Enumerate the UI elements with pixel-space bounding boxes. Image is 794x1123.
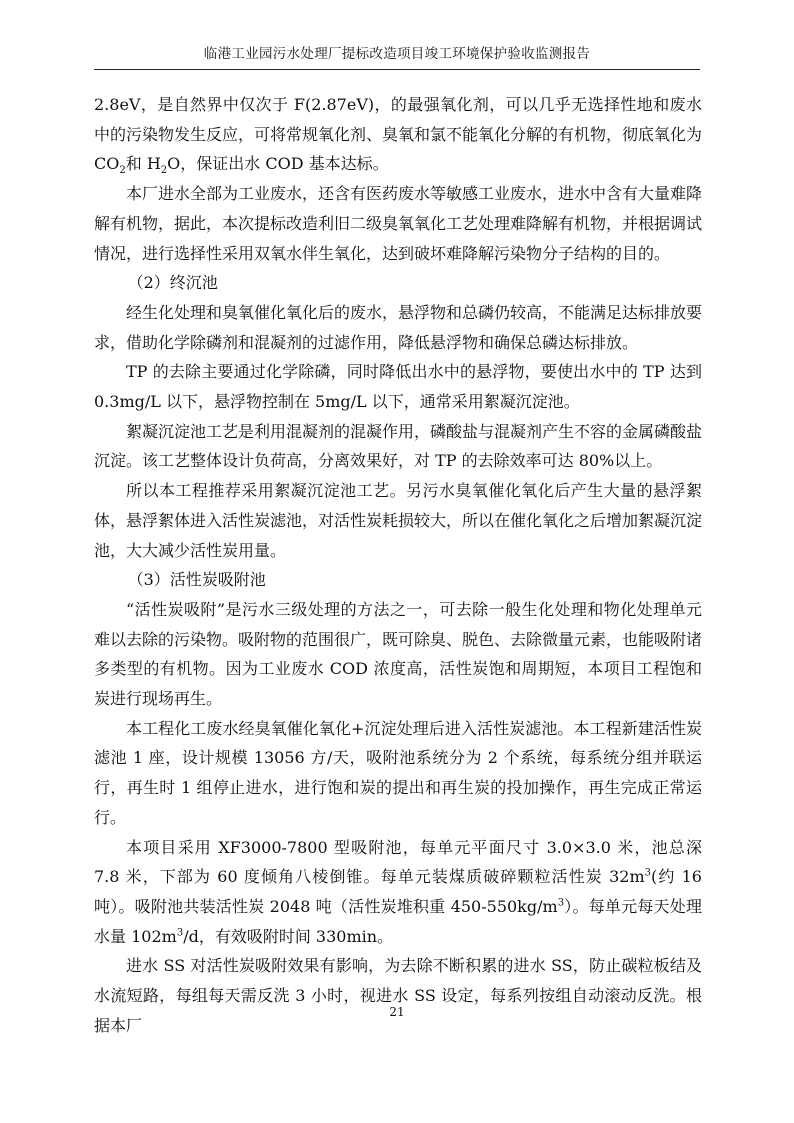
paragraph-flocculation: 絮凝沉淀池工艺是利用混凝剂的混凝作用，磷酸盐与混凝剂产生不容的金属磷酸盐沉淀。该工艺整体设计负荷高，分离效果好，对 TP 的去除效率可达 80%以上。 <box>94 421 703 471</box>
paragraph-recommendation: 所以本工程推荐采用絮凝沉淀池工艺。另污水臭氧催化氧化后产生大量的悬浮絮体，悬浮絮体进入活性炭滤池，对活性炭耗损较大，所以在催化氧化之后增加絮凝沉淀池，大大减少活性炭用量。 <box>94 481 703 560</box>
paragraph-final-settling: 经生化处理和臭氧催化氧化后的废水，悬浮物和总磷仍较高，不能满足达标排放要求，借助化学除磷剂和混凝剂的过滤作用，降低悬浮物和确保总磷达标排放。 <box>94 302 703 352</box>
paragraph-backwash: 进水 SS 对活性炭吸附效果有影响，为去除不断积累的进水 SS，防止碳粒板结及水流短路，每组每天需反洗 3 小时，视进水 SS 设定，每系列按组自动滚动反洗。根据本厂 <box>94 956 702 1035</box>
paragraph-adsorption-tank: 本项目采用 XF3000-7800 型吸附池，每单元平面尺寸 3.0×3.0 米，池总深 7.8 米，下部为 60 度倾角八棱倒锥。每单元装煤质破碎颗粒活性炭 $32m^3$(约 16 吨）。吸附池共装活性炭 2048 吨（活性炭堆积重 $450-550kg/m^3$）。每单元每天处理水量 $102m^3/d$，有效吸附时间 330min。 <box>94 837 702 946</box>
paragraph-ozone-oxidation: 2.8eV，是自然界中仅次于 F(2.87eV)，的最强氧化剂，可以几乎无选择性地和废水中的污染物发生反应，可将常规氧化剂、臭氧和氯不能氧化分解的有机物，彻底氧化为 $CO_2$和 $H_2O$，保证出水 COD 基本达标。 <box>94 95 703 177</box>
section-heading-activated-carbon: （3）活性炭吸附池 <box>127 570 266 590</box>
paragraph-influent: 本厂进水全部为工业废水，还含有医药废水等敏感工业废水，进水中含有大量难降解有机物，据此，本次提标改造利旧二级臭氧氧化工艺处理难降解有机物，并根据调试情况，进行选择性采用双氧水伴生氧化，达到破坏难降解污染物分子结构的目的。 <box>94 184 703 263</box>
page-body <box>94 90 702 1041</box>
section-heading-final-settling: （2）终沉池 <box>127 273 218 293</box>
page-header: 临港工业园污水处理厂提标改造项目竣工环境保护验收监测报告 <box>94 44 700 70</box>
paragraph-activated-carbon-intro: “活性炭吸附”是污水三级处理的方法之一，可去除一般生化处理和物化处理单元难以去除的污染物。吸附物的范围很广，既可除臭、脱色、去除微量元素，也能吸附诸多类型的有机物。因为工业废水 COD 浓度高，活性炭饱和周期短，本项目工程饱和炭进行现场再生。 <box>94 599 703 709</box>
paragraph-tp-removal: TP 的去除主要通过化学除磷，同时降低出水中的悬浮物，要使出水中的 TP 达到 0.3mg/L 以下，悬浮物控制在 5mg/L 以下，通常采用絮凝沉淀池。 <box>94 362 702 412</box>
page-number: 21 <box>389 1005 405 1019</box>
paragraph-carbon-filter: 本工程化工废水经臭氧催化氧化+沉淀处理后进入活性炭滤池。本工程新建活性炭滤池 1 座，设计规模 13056 方/天，吸附池系统分为 2 个系统，每系统分组并联运行，再生时 1 组停止进水，进行饱和炭的提出和再生炭的投加操作，再生完成正常运行。 <box>94 718 702 827</box>
